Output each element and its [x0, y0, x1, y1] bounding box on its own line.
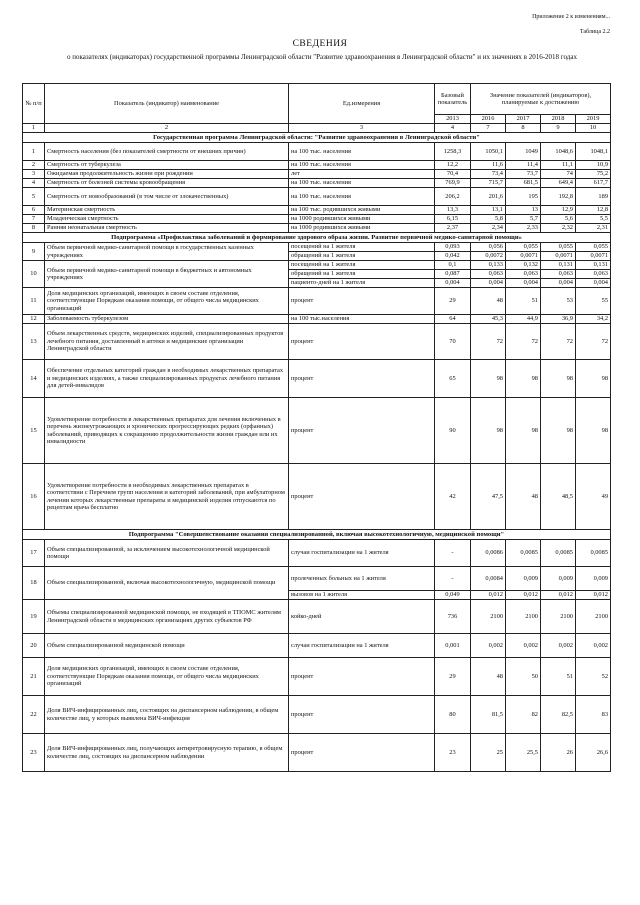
row-number: 10 — [23, 261, 45, 288]
unit-cell: пациенто-дней на 1 жителя — [289, 279, 435, 288]
unit-cell: обращений на 1 жителя — [289, 252, 435, 261]
value-cell: 11,1 — [541, 161, 576, 170]
value-cell: 6,15 — [435, 215, 471, 224]
value-cell: 29 — [435, 658, 471, 696]
value-cell: 0,042 — [435, 252, 471, 261]
value-cell: 192,8 — [541, 188, 576, 206]
col-number: 7 — [471, 124, 506, 133]
value-cell: 0,0072 — [471, 252, 506, 261]
value-cell: - — [435, 540, 471, 567]
value-cell: 206,2 — [435, 188, 471, 206]
value-cell: 0,004 — [576, 279, 611, 288]
row-number: 9 — [23, 243, 45, 261]
value-cell: 5,6 — [541, 215, 576, 224]
value-cell: 12,9 — [541, 206, 576, 215]
indicator-name: Удовлетворение потребности в лекарственных препаратах для лечения включенных в перечень жизнеугрожающих и хронических прогрессирующих редких (орфанных) заболеваний, приводящих к сокращению продолжительности жизни граждан или их инвалидности — [45, 398, 289, 464]
section-title: Государственная программа Ленинградской области: "Развитие здравоохранения в Ленинградской области" — [23, 133, 611, 143]
table-row — [23, 464, 611, 530]
value-cell: 0,0084 — [471, 567, 506, 591]
value-cell: 98 — [576, 360, 611, 398]
value-cell: 0,009 — [541, 567, 576, 591]
unit-cell: случаи госпитализации на 1 жителя — [289, 540, 435, 567]
value-cell: 48,5 — [541, 464, 576, 530]
indicators-body — [23, 133, 611, 772]
table-row — [23, 540, 611, 567]
value-cell: 5,7 — [506, 215, 541, 224]
value-cell: 45,3 — [471, 315, 506, 324]
value-cell: 2100 — [541, 600, 576, 634]
value-cell: 98 — [541, 360, 576, 398]
unit-cell: на 1000 родившихся живыми — [289, 215, 435, 224]
table-row — [23, 179, 611, 188]
value-cell: 11,4 — [506, 161, 541, 170]
value-cell: 0,133 — [471, 261, 506, 270]
value-cell: 0,0071 — [506, 252, 541, 261]
indicator-name: Смертность от новообразований (в том числе от злокачественных) — [45, 188, 289, 206]
value-cell: 64 — [435, 315, 471, 324]
row-number: 19 — [23, 600, 45, 634]
table-row — [23, 734, 611, 772]
unit-cell: на 100 тыс. населения — [289, 161, 435, 170]
unit-cell: на 100 тыс. населения — [289, 188, 435, 206]
section-title: Подпрограмма «Профилактика заболеваний и формирование здорового образа жизни. Развитие первичной медико-санитарной помощи» — [23, 233, 611, 243]
value-cell: 11,6 — [471, 161, 506, 170]
col-number: 10 — [576, 124, 611, 133]
value-cell: 44,9 — [506, 315, 541, 324]
value-cell: 0,049 — [435, 591, 471, 600]
indicator-name: Доля медицинских организаций, имеющих в своем составе отделения, соответствующие Порядкам оказания помощи, от общего числа медицинских организаций — [45, 288, 289, 315]
value-cell: 0,002 — [471, 634, 506, 658]
value-cell: 0,055 — [506, 243, 541, 252]
value-cell: 0,001 — [435, 634, 471, 658]
value-cell: 98 — [471, 398, 506, 464]
value-cell: 0,012 — [471, 591, 506, 600]
value-cell: 90 — [435, 398, 471, 464]
row-number: 3 — [23, 170, 45, 179]
table-row — [23, 360, 611, 398]
value-cell: 13,1 — [471, 206, 506, 215]
row-number: 4 — [23, 179, 45, 188]
value-cell: 0,004 — [541, 279, 576, 288]
value-cell: 55 — [576, 288, 611, 315]
unit-cell: процент — [289, 360, 435, 398]
row-number: 13 — [23, 324, 45, 360]
indicator-name: Объемы специализированной медицинской помощи, не входящей в ТПОМС жителям Ленинградской области в медицинских организациях других субъектов РФ — [45, 600, 289, 634]
section-row — [23, 530, 611, 540]
value-cell: 0,0071 — [576, 252, 611, 261]
value-cell: 649,4 — [541, 179, 576, 188]
value-cell: 0,055 — [576, 243, 611, 252]
value-cell: 0,012 — [506, 591, 541, 600]
value-cell: 82 — [506, 696, 541, 734]
indicator-name: Объем специализированной, включая высокотехнологичную, медицинской помощи — [45, 567, 289, 600]
indicator-name: Объем первичной медико-санитарной помощи в бюджетных и автономных учреждениях — [45, 261, 289, 288]
table-row — [23, 634, 611, 658]
value-cell: 2,33 — [506, 224, 541, 233]
value-cell: 25 — [471, 734, 506, 772]
col-number: 1 — [23, 124, 45, 133]
document-title: СВЕДЕНИЯ — [292, 39, 348, 49]
table-row — [23, 315, 611, 324]
value-cell: 5,5 — [576, 215, 611, 224]
unit-cell: пролеченных больных на 1 жителя — [289, 567, 435, 591]
value-cell: 47,5 — [471, 464, 506, 530]
indicator-name: Объем первичной медико-санитарной помощи в государственных казенных учреждениях — [45, 243, 289, 261]
value-cell: 82,5 — [541, 696, 576, 734]
year-header: 2016 — [471, 115, 506, 124]
value-cell: 2,32 — [541, 224, 576, 233]
value-cell: 0,131 — [541, 261, 576, 270]
value-cell: 34,2 — [576, 315, 611, 324]
section-row — [23, 233, 611, 243]
unit-cell: посещений на 1 жителя — [289, 243, 435, 252]
value-cell: 0,087 — [435, 270, 471, 279]
value-cell: 26 — [541, 734, 576, 772]
indicator-name: Доля ВИЧ-инфицированных лиц, получающих антиретровирусную терапию, в общем количестве лиц, состоящих на диспансерном наблюдении — [45, 734, 289, 772]
value-cell: 1048,6 — [541, 143, 576, 161]
row-number: 6 — [23, 206, 45, 215]
row-number: 23 — [23, 734, 45, 772]
table-row — [23, 261, 611, 270]
value-cell: 2,34 — [471, 224, 506, 233]
indicator-name: Удовлетворение потребности в необходимых лекарственных препаратах в соответствии с Перечнем групп населения и категорий заболеваний, при амбулаторном лечении которых лекарственные препараты и медицинской изделия отпускаются по рецептам врача бесплатно — [45, 464, 289, 530]
value-cell: 2100 — [471, 600, 506, 634]
unit-cell: на 1000 родившихся живыми — [289, 224, 435, 233]
value-cell: 26,6 — [576, 734, 611, 772]
value-cell: 12,2 — [435, 161, 471, 170]
value-cell: 12,8 — [576, 206, 611, 215]
table-row — [23, 206, 611, 215]
indicator-name: Смертность от болезней системы кровообращения — [45, 179, 289, 188]
table-row — [23, 658, 611, 696]
value-cell: 53 — [541, 288, 576, 315]
row-number: 1 — [23, 143, 45, 161]
unit-cell: процент — [289, 658, 435, 696]
table-row — [23, 170, 611, 179]
table-row — [23, 324, 611, 360]
value-cell: 0,0086 — [471, 540, 506, 567]
value-cell: 13,3 — [435, 206, 471, 215]
value-cell: 0,0085 — [506, 540, 541, 567]
row-number: 20 — [23, 634, 45, 658]
value-cell: 0,009 — [576, 567, 611, 591]
section-title: Подпрограмма "Совершенствование оказания специализированной, включая высокотехнологичную, медицинской помощи" — [23, 530, 611, 540]
value-cell: 98 — [506, 360, 541, 398]
table-row — [23, 567, 611, 591]
row-number: 2 — [23, 161, 45, 170]
value-cell: 2100 — [506, 600, 541, 634]
table-number: Таблица 2.2 — [579, 29, 610, 35]
row-number: 17 — [23, 540, 45, 567]
value-cell: 80 — [435, 696, 471, 734]
unit-cell: на 100 тыс.населения — [289, 315, 435, 324]
value-cell: 25,5 — [506, 734, 541, 772]
value-cell: 72 — [506, 324, 541, 360]
value-cell: 0,002 — [541, 634, 576, 658]
value-cell: 5,8 — [471, 215, 506, 224]
year-header: 2018 — [541, 115, 576, 124]
value-cell: 0,131 — [576, 261, 611, 270]
value-cell: 51 — [541, 658, 576, 696]
col-header-num: № п/п — [23, 84, 45, 124]
value-cell: 50 — [506, 658, 541, 696]
unit-cell: процент — [289, 696, 435, 734]
row-number: 12 — [23, 315, 45, 324]
value-cell: 195 — [506, 188, 541, 206]
row-number: 18 — [23, 567, 45, 600]
value-cell: - — [435, 567, 471, 591]
document-subtitle: о показателях (индикаторах) государственной программы Ленинградской области "Развитие здравоохранения в Ленинградской области" и их значениях в 2016-2018 годах — [67, 53, 577, 61]
value-cell: 1049 — [506, 143, 541, 161]
value-cell: 13 — [506, 206, 541, 215]
unit-cell: случаи госпитализации на 1 жителя — [289, 634, 435, 658]
indicator-name: Младенческая смертность — [45, 215, 289, 224]
indicator-name: Обеспечение отдельных категорий граждан в необходимых лекарственных препаратах и медицинских изделиях, а также специализированных продуктах лечебного питания для детей-инвалидов — [45, 360, 289, 398]
col-number: 9 — [541, 124, 576, 133]
value-cell: 0,056 — [471, 243, 506, 252]
value-cell: 0,093 — [435, 243, 471, 252]
col-header-base: Базовый показатель — [435, 84, 471, 115]
value-cell: 83 — [576, 696, 611, 734]
value-cell: 98 — [471, 360, 506, 398]
value-cell: 0,002 — [506, 634, 541, 658]
value-cell: 70 — [435, 324, 471, 360]
row-number: 15 — [23, 398, 45, 464]
table-row — [23, 398, 611, 464]
value-cell: 74 — [541, 170, 576, 179]
unit-cell: вызовов на 1 жителя — [289, 591, 435, 600]
table-row — [23, 215, 611, 224]
value-cell: 2,31 — [576, 224, 611, 233]
value-cell: 617,7 — [576, 179, 611, 188]
table-row — [23, 600, 611, 634]
unit-cell: на 100 тыс. населения — [289, 143, 435, 161]
value-cell: 769,9 — [435, 179, 471, 188]
row-number: 8 — [23, 224, 45, 233]
value-cell: 73,7 — [506, 170, 541, 179]
indicator-name: Материнская смертность — [45, 206, 289, 215]
value-cell: 0,063 — [471, 270, 506, 279]
value-cell: 0,002 — [576, 634, 611, 658]
value-cell: 1258,3 — [435, 143, 471, 161]
value-cell: 52 — [576, 658, 611, 696]
unit-cell: посещений на 1 жителя — [289, 261, 435, 270]
row-number: 22 — [23, 696, 45, 734]
value-cell: 98 — [576, 398, 611, 464]
value-cell: 48 — [506, 464, 541, 530]
value-cell: 1050,1 — [471, 143, 506, 161]
value-cell: 0,063 — [576, 270, 611, 279]
value-cell: 2,37 — [435, 224, 471, 233]
appendix-note: Приложение 2 к изменениям... — [532, 14, 610, 20]
unit-cell: на 100 тыс. родившихся живыми — [289, 206, 435, 215]
value-cell: 2100 — [576, 600, 611, 634]
year-header: 2017 — [506, 115, 541, 124]
unit-cell: на 100 тыс. населения — [289, 179, 435, 188]
table-row — [23, 143, 611, 161]
indicator-name: Доля медицинских организаций, имеющих в своем составе отделения, соответствующие Порядкам оказания помощи, от общего числа медицинских организаций — [45, 658, 289, 696]
value-cell: 0,004 — [471, 279, 506, 288]
value-cell: 65 — [435, 360, 471, 398]
value-cell: 70,4 — [435, 170, 471, 179]
indicator-name: Смертность населения (без показателей смертности от внешних причин) — [45, 143, 289, 161]
col-header-planned: Значение показателей (индикаторов), планируемые к достижению — [471, 84, 611, 115]
unit-cell: процент — [289, 734, 435, 772]
row-number: 5 — [23, 188, 45, 206]
value-cell: 73,4 — [471, 170, 506, 179]
unit-cell: обращений на 1 жителя — [289, 270, 435, 279]
indicator-name: Объем лекарственных средств, медицинских изделий, специализированных продуктов лечебного питания, доставленный в аптеки и медицинские организации Ленинградской области — [45, 324, 289, 360]
indicator-name: Ранняя неонатальная смертность — [45, 224, 289, 233]
value-cell: 29 — [435, 288, 471, 315]
value-cell: 0,0071 — [541, 252, 576, 261]
unit-cell: процент — [289, 288, 435, 315]
value-cell: 0,004 — [435, 279, 471, 288]
col-header-name: Показатель (индикатор) наименование — [45, 84, 289, 124]
value-cell: 98 — [506, 398, 541, 464]
value-cell: 72 — [576, 324, 611, 360]
row-number: 21 — [23, 658, 45, 696]
value-cell: 1048,1 — [576, 143, 611, 161]
table-row — [23, 288, 611, 315]
value-cell: 36,9 — [541, 315, 576, 324]
value-cell: 0,055 — [541, 243, 576, 252]
indicators-table — [22, 83, 611, 772]
col-number: 2 — [45, 124, 289, 133]
table-row — [23, 224, 611, 233]
value-cell: 0,063 — [506, 270, 541, 279]
value-cell: 0,0085 — [576, 540, 611, 567]
section-row — [23, 133, 611, 143]
value-cell: 75,2 — [576, 170, 611, 179]
row-number: 14 — [23, 360, 45, 398]
unit-cell: койко-дней — [289, 600, 435, 634]
value-cell: 10,9 — [576, 161, 611, 170]
value-cell: 0,012 — [541, 591, 576, 600]
table-row — [23, 696, 611, 734]
col-number: 4 — [435, 124, 471, 133]
value-cell: 0,132 — [506, 261, 541, 270]
table-row — [23, 161, 611, 170]
year-header: 2013 — [435, 115, 471, 124]
value-cell: 189 — [576, 188, 611, 206]
unit-cell: процент — [289, 398, 435, 464]
unit-cell: лет — [289, 170, 435, 179]
indicator-name: Ожидаемая продолжительность жизни при рождении — [45, 170, 289, 179]
value-cell: 72 — [471, 324, 506, 360]
value-cell: 0,009 — [506, 567, 541, 591]
indicator-name: Заболеваемость туберкулезом — [45, 315, 289, 324]
col-number: 3 — [289, 124, 435, 133]
value-cell: 48 — [471, 288, 506, 315]
row-number: 7 — [23, 215, 45, 224]
value-cell: 715,7 — [471, 179, 506, 188]
value-cell: 81,5 — [471, 696, 506, 734]
row-number: 11 — [23, 288, 45, 315]
indicator-name: Объем специализированной, за исключением высокотехнологичной медицинской помощи — [45, 540, 289, 567]
indicator-name: Смертность от туберкулеза — [45, 161, 289, 170]
col-number: 8 — [506, 124, 541, 133]
unit-cell: процент — [289, 324, 435, 360]
value-cell: 72 — [541, 324, 576, 360]
value-cell: 736 — [435, 600, 471, 634]
indicator-name: Доля ВИЧ-инфицированных лиц, состоящих на диспансерном наблюдении, в общем количестве лиц, у которых выявлена ВИЧ-инфекция — [45, 696, 289, 734]
table-row — [23, 188, 611, 206]
value-cell: 0,063 — [541, 270, 576, 279]
value-cell: 681,5 — [506, 179, 541, 188]
value-cell: 0,0085 — [541, 540, 576, 567]
unit-cell: процент — [289, 464, 435, 530]
col-header-unit: Ед.измерения — [289, 84, 435, 124]
value-cell: 51 — [506, 288, 541, 315]
value-cell: 98 — [541, 398, 576, 464]
value-cell: 49 — [576, 464, 611, 530]
indicator-name: Объем специализированной медицинской помощи — [45, 634, 289, 658]
year-header: 2019 — [576, 115, 611, 124]
row-number: 16 — [23, 464, 45, 530]
value-cell: 0,004 — [506, 279, 541, 288]
value-cell: 48 — [471, 658, 506, 696]
value-cell: 0,012 — [576, 591, 611, 600]
value-cell: 42 — [435, 464, 471, 530]
value-cell: 23 — [435, 734, 471, 772]
table-row — [23, 243, 611, 252]
value-cell: 0,1 — [435, 261, 471, 270]
value-cell: 201,6 — [471, 188, 506, 206]
